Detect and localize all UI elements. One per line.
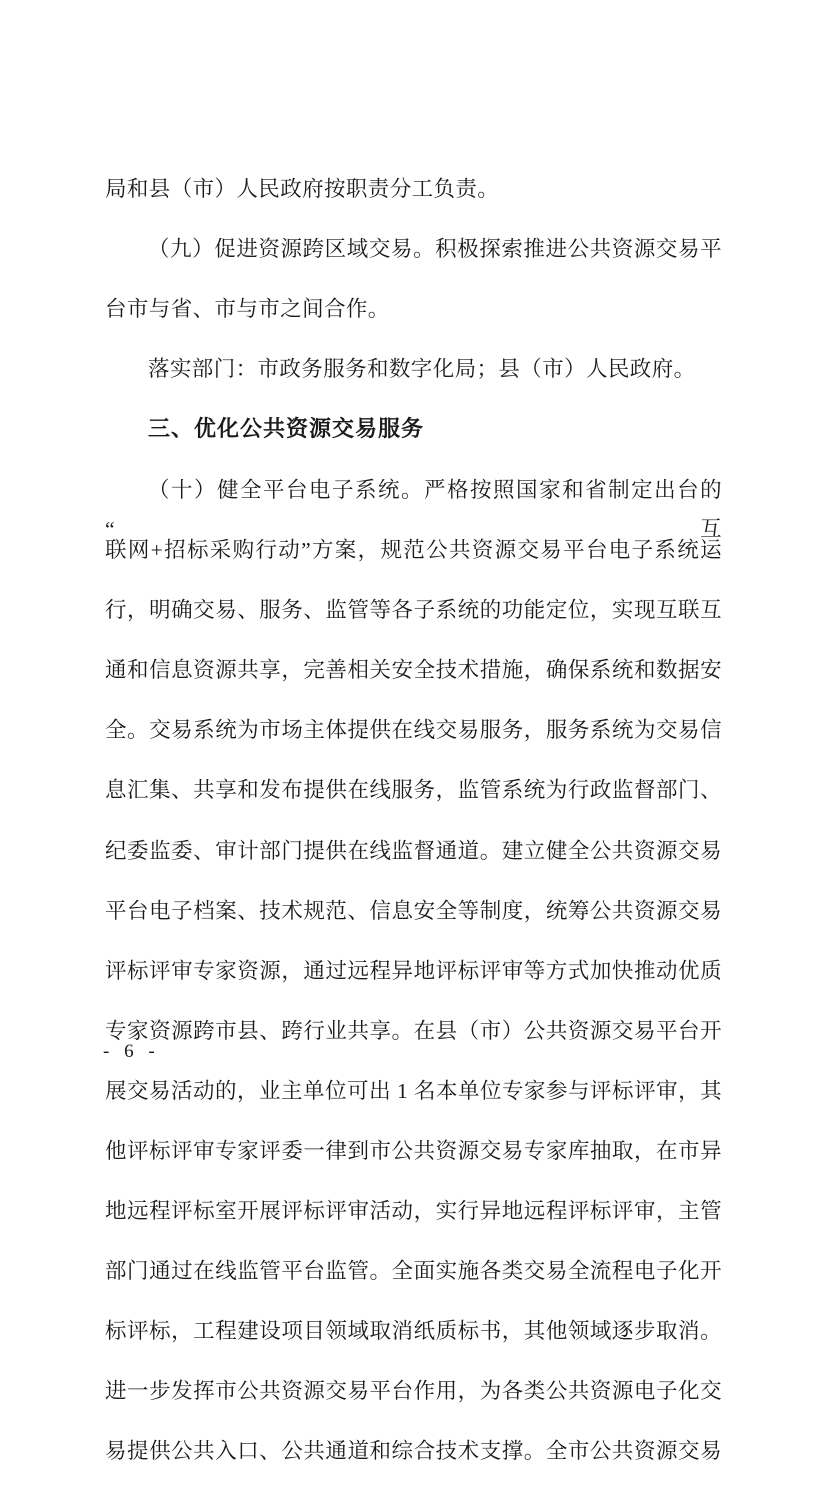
text-line: 展交易活动的，业主单位可出 1 名本单位专家参与评标评审，其: [105, 1078, 722, 1103]
section-heading: 三、优化公共资源交易服务: [148, 416, 425, 442]
text-line: 标评标，工程建设项目领域取消纸质标书，其他领域逐步取消。: [105, 1319, 722, 1344]
paragraph-lead: （十）健全平台电子系统。: [148, 477, 425, 502]
text-line: 部门通过在线监管平台监管。全面实施各类交易全流程电子化开: [105, 1259, 722, 1284]
document-body: [105, 148, 722, 1493]
paragraph-item-9: [105, 230, 722, 269]
text-line: 通和信息资源共享，完善相关安全技术措施，确保系统和数据安: [105, 658, 722, 683]
text-line: 评标评审专家资源，通过远程异地评标评审等方式加快推动优质: [105, 958, 722, 983]
text-line: 他评标评审专家评委一律到市公共资源交易专家库抽取，在市异: [105, 1139, 722, 1163]
text-line: 专家资源跨市县、跨行业共享。在县（市）公共资源交易平台开: [105, 1018, 722, 1043]
text-line: 行，明确交易、服务、监管等各子系统的功能定位，实现互联互: [105, 598, 722, 623]
text-line: 全。交易系统为市场主体提供在线交易服务，服务系统为交易信: [105, 718, 722, 743]
text-line: 易提供公共入口、公共通道和综合技术支撑。全市公共资源交易: [105, 1439, 722, 1464]
page-number: - 6 -: [103, 1041, 160, 1062]
text-line: 局和县（市）人民政府按职责分工负责。: [105, 176, 500, 201]
text-line: 台市与省、市与市之间合作。: [105, 296, 390, 321]
text-line: 联网+招标采购行动”方案，规范公共资源交易平台电子系统运: [105, 538, 722, 563]
text-line: 纪委监委、审计部门提供在线监督通道。建立健全公共资源交易: [105, 838, 722, 863]
paragraph-text: 严格按照国家和省制定出台的“互: [105, 477, 722, 541]
text-line: 平台电子档案、技术规范、信息安全等制度，统筹公共资源交易: [105, 898, 722, 923]
text-line: 地远程评标室开展评标评审活动，实行异地远程评标评审，主管: [105, 1199, 722, 1224]
implementing-departments-line: 落实部门：市政务服务和数字化局；县（市）人民政府。: [148, 356, 696, 381]
paragraph-item-10: [105, 471, 722, 541]
text-line: 息汇集、共享和发布提供在线服务，监管系统为行政监督部门、: [105, 778, 722, 803]
paragraph-lead: （九）促进资源跨区域交易。: [148, 236, 436, 261]
text-line: 进一步发挥市公共资源交易平台作用，为各类公共资源电子化交: [105, 1379, 722, 1404]
paragraph-text: 积极探索推进公共资源交易平: [435, 236, 723, 261]
